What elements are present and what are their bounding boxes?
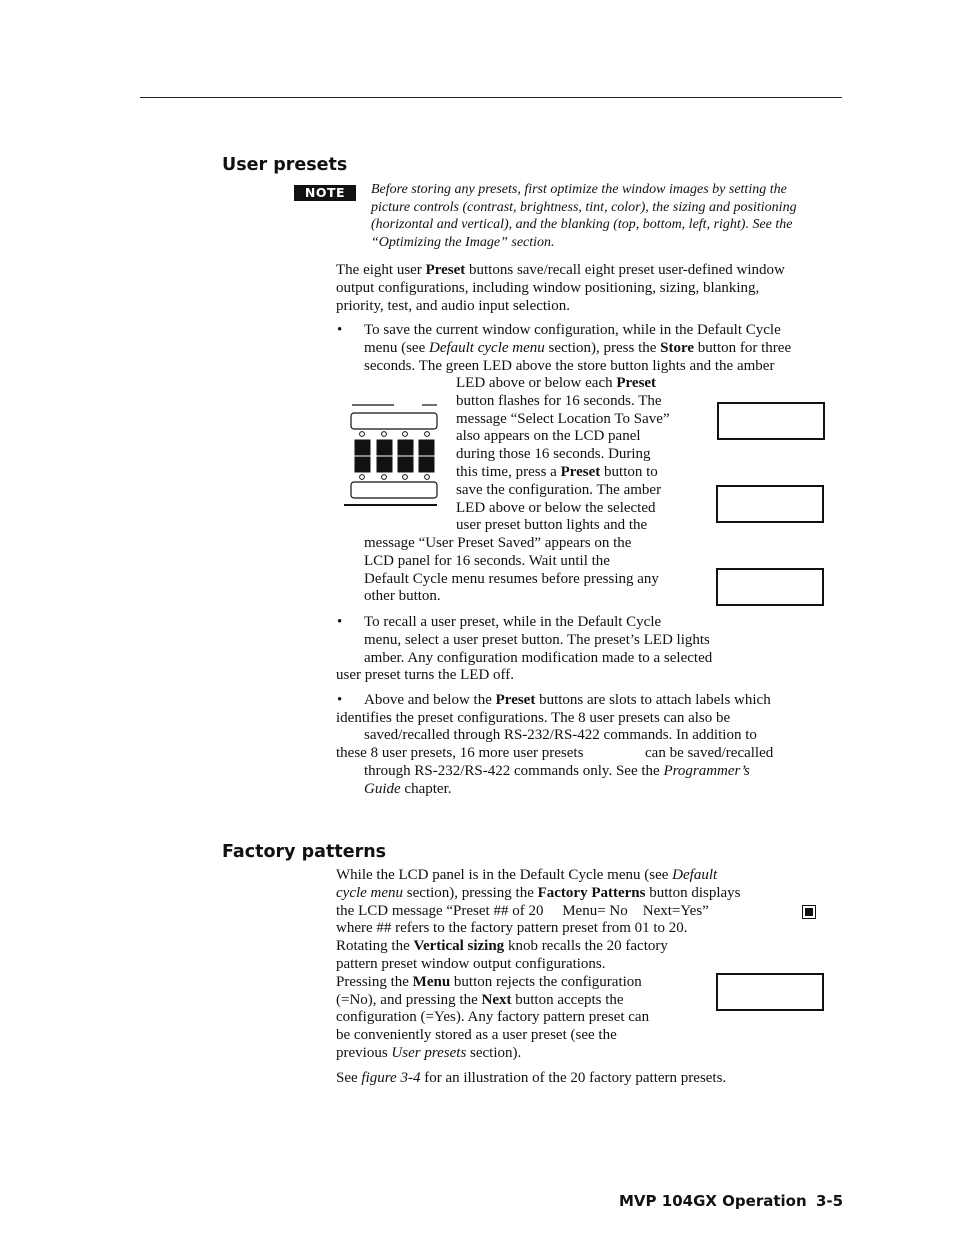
bullet-labels-text-line1: Above and below the Preset buttons are slots to attach labels which [364, 692, 771, 708]
section-heading-factory-patterns: Factory patterns [222, 842, 387, 862]
lcd-display-factory-preset [716, 973, 824, 1011]
bullet-save-preset-tail-text: message “User Preset Saved” appears on the LCD panel for 16 seconds. Wait until the Default Cycle menu resumes before pressing any other button. [364, 535, 659, 605]
lcd-display-preset-saved [716, 485, 824, 523]
header-rule [140, 97, 842, 98]
note-badge: NOTE [294, 185, 356, 201]
intro-paragraph: The eight user Preset buttons save/recall eight preset user-defined window output configurations, including window positioning, sizing, blanking, priority, test, and audio input selection. [336, 262, 785, 314]
bullet-labels-text-line4b: can be saved/recalled [645, 745, 774, 761]
bullet-recall-preset-tail: user preset turns the LED off. [336, 667, 515, 683]
bullet-labels-text-line4a: these 8 user presets, 16 more user presets [336, 745, 584, 761]
section-heading-user-presets: User presets [222, 155, 348, 175]
note-text: Before storing any presets, first optimize the window images by setting the picture controls (contrast, brightness, tint, color), the sizing and positioning (horizontal and vertical), and the blanking (top, bottom, left, right). See the “Optimizing the Image” section. [371, 182, 797, 250]
bullet-recall-preset-text: To recall a user preset, while in the Default Cycle menu, select a user preset button. The preset’s LED lights amber. Any configuration modification made to a selected [364, 614, 713, 666]
bullet-labels-text-line3: saved/recalled through RS-232/RS-422 commands. In addition to [364, 727, 757, 743]
bullet-labels-text-line2: identifies the preset configurations. The 8 user presets can also be [336, 710, 731, 726]
bullet-marker: • [337, 692, 343, 708]
factory-patterns-button-icon [802, 905, 816, 919]
bullet-marker: • [337, 322, 343, 338]
bullet-save-preset-text: To save the current window configuration, while in the Default Cycle menu (see Default cycle menu section), press the Store button for three seconds. The green LED above the store button lights and the amber [364, 322, 792, 374]
preset-button-panel-illustration [342, 395, 442, 510]
factory-patterns-paragraph: While the LCD panel is in the Default Cycle menu (see Default cycle menu section), pressing the Factory Patterns button displays the LCD message “Preset ## of 20 Menu= No Next=Yes” where ## refers to the factory pattern preset from 01 to 20. Rotating the Vertical sizing knob recalls the 20 factory pattern preset window output configurations. Pressing the Menu button rejects the configuration (=No), and pressing the Next button accepts the configuration (=Yes). Any factory pattern preset can be conveniently stored as a user preset (see the previous User presets section). [336, 867, 741, 1061]
footer-title: MVP 104GX Operation [619, 1192, 807, 1210]
bullet-labels-text-line6: Guide chapter. [364, 781, 452, 797]
page-number: 3-5 [816, 1192, 844, 1210]
lcd-display-select-location [717, 402, 825, 440]
figure-reference-paragraph: See figure 3-4 for an illustration of the 20 factory pattern presets. [336, 1070, 727, 1086]
bullet-labels-text-line5: through RS-232/RS-422 commands only. See the Programmer’s [364, 763, 750, 779]
bullet-marker: • [337, 614, 343, 630]
lcd-display-default-cycle [716, 568, 824, 606]
bullet-save-preset-wrap-text: LED above or below each Preset button flashes for 16 seconds. The message “Select Location To Save” also appears on the LCD panel during those 16 seconds. During this time, press a Preset button to save the configuration. The amber LED above or below the selected user preset button lights and the [456, 375, 670, 534]
